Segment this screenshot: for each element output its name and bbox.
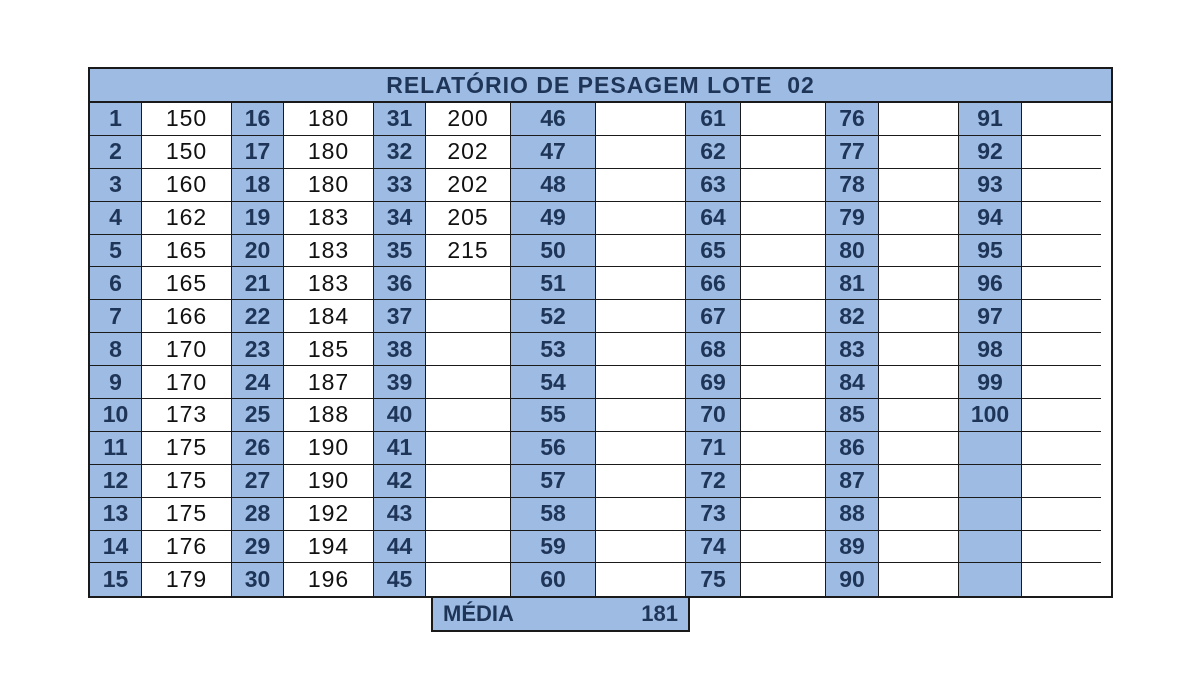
weight-value-cell (879, 136, 959, 169)
weight-value-cell (1022, 300, 1101, 333)
item-number-cell (959, 531, 1022, 564)
item-number-cell: 16 (232, 103, 284, 136)
item-number-cell (959, 563, 1022, 596)
weight-value-cell (741, 432, 826, 465)
item-number-cell (959, 498, 1022, 531)
item-number-cell: 32 (374, 136, 426, 169)
weight-value-cell (596, 235, 686, 268)
item-number-cell: 12 (90, 465, 142, 498)
item-number-cell: 47 (511, 136, 596, 169)
item-number-cell: 24 (232, 366, 284, 399)
weight-value-cell: 179 (142, 563, 232, 596)
weight-value-cell (426, 563, 511, 596)
item-number-cell: 76 (826, 103, 879, 136)
item-number-cell: 85 (826, 399, 879, 432)
weight-value-cell (596, 333, 686, 366)
item-number-cell: 57 (511, 465, 596, 498)
item-number-cell: 10 (90, 399, 142, 432)
weight-value-cell (1022, 563, 1101, 596)
item-number-cell: 96 (959, 267, 1022, 300)
weight-value-cell (741, 136, 826, 169)
item-number-cell: 66 (686, 267, 741, 300)
item-number-cell: 38 (374, 333, 426, 366)
item-number-cell: 45 (374, 563, 426, 596)
item-number-cell: 75 (686, 563, 741, 596)
average-label: MÉDIA (443, 601, 514, 626)
weight-value-cell (879, 465, 959, 498)
item-number-cell: 90 (826, 563, 879, 596)
weight-value-cell: 165 (142, 235, 232, 268)
weight-value-cell (1022, 103, 1101, 136)
item-number-cell: 41 (374, 432, 426, 465)
weight-value-cell: 176 (142, 531, 232, 564)
item-number-cell: 77 (826, 136, 879, 169)
weight-value-cell: 175 (142, 498, 232, 531)
item-number-cell: 54 (511, 366, 596, 399)
weight-value-cell (1022, 202, 1101, 235)
weight-value-cell (879, 169, 959, 202)
item-number-cell: 61 (686, 103, 741, 136)
weight-value-cell (426, 366, 511, 399)
weight-value-cell (1022, 333, 1101, 366)
item-number-cell: 9 (90, 366, 142, 399)
item-number-cell: 1 (90, 103, 142, 136)
item-number-cell: 28 (232, 498, 284, 531)
weight-value-cell (879, 103, 959, 136)
weight-value-cell: 175 (142, 465, 232, 498)
weight-value-cell: 150 (142, 136, 232, 169)
item-number-cell: 25 (232, 399, 284, 432)
item-number-cell: 7 (90, 300, 142, 333)
weight-value-cell: 184 (284, 300, 374, 333)
weight-value-cell (879, 432, 959, 465)
item-number-cell: 46 (511, 103, 596, 136)
item-number-cell: 98 (959, 333, 1022, 366)
weight-value-cell (596, 498, 686, 531)
weight-value-cell (1022, 432, 1101, 465)
weight-value-cell: 183 (284, 235, 374, 268)
weight-value-cell (879, 202, 959, 235)
item-number-cell: 68 (686, 333, 741, 366)
weight-value-cell: 180 (284, 103, 374, 136)
weight-value-cell: 196 (284, 563, 374, 596)
weight-value-cell (741, 498, 826, 531)
weight-value-cell (741, 169, 826, 202)
item-number-cell: 49 (511, 202, 596, 235)
item-number-cell: 91 (959, 103, 1022, 136)
weight-value-cell (879, 235, 959, 268)
item-number-cell: 55 (511, 399, 596, 432)
item-number-cell: 93 (959, 169, 1022, 202)
weight-value-cell (596, 267, 686, 300)
item-number-cell: 87 (826, 465, 879, 498)
weight-value-cell (596, 300, 686, 333)
weight-value-cell: 183 (284, 202, 374, 235)
item-number-cell: 78 (826, 169, 879, 202)
weight-value-cell: 183 (284, 267, 374, 300)
weight-value-cell (426, 531, 511, 564)
weight-value-cell: 187 (284, 366, 374, 399)
item-number-cell: 21 (232, 267, 284, 300)
item-number-cell: 53 (511, 333, 596, 366)
weight-value-cell (879, 399, 959, 432)
weight-value-cell (879, 366, 959, 399)
item-number-cell: 94 (959, 202, 1022, 235)
weight-value-cell: 215 (426, 235, 511, 268)
weight-value-cell (596, 136, 686, 169)
weight-value-cell (1022, 366, 1101, 399)
item-number-cell: 56 (511, 432, 596, 465)
item-number-cell: 20 (232, 235, 284, 268)
item-number-cell: 67 (686, 300, 741, 333)
weight-value-cell (596, 432, 686, 465)
weight-value-cell: 180 (284, 136, 374, 169)
weight-value-cell (741, 235, 826, 268)
item-number-cell (959, 432, 1022, 465)
weight-value-cell (596, 103, 686, 136)
weight-value-cell (741, 202, 826, 235)
weight-value-cell: 188 (284, 399, 374, 432)
weight-value-cell: 200 (426, 103, 511, 136)
item-number-cell: 79 (826, 202, 879, 235)
item-number-cell: 40 (374, 399, 426, 432)
item-number-cell: 88 (826, 498, 879, 531)
weight-value-cell (1022, 399, 1101, 432)
weight-value-cell: 162 (142, 202, 232, 235)
item-number-cell: 82 (826, 300, 879, 333)
weight-value-cell: 150 (142, 103, 232, 136)
weight-value-cell (879, 498, 959, 531)
weight-value-cell (426, 498, 511, 531)
item-number-cell: 35 (374, 235, 426, 268)
item-number-cell: 14 (90, 531, 142, 564)
item-number-cell: 8 (90, 333, 142, 366)
item-number-cell: 37 (374, 300, 426, 333)
weight-value-cell (596, 531, 686, 564)
weight-value-cell (426, 300, 511, 333)
item-number-cell: 59 (511, 531, 596, 564)
item-number-cell: 51 (511, 267, 596, 300)
item-number-cell: 6 (90, 267, 142, 300)
report-grid (90, 103, 1111, 596)
weight-value-cell (596, 563, 686, 596)
weight-value-cell (596, 366, 686, 399)
weight-value-cell (741, 366, 826, 399)
item-number-cell: 89 (826, 531, 879, 564)
item-number-cell: 18 (232, 169, 284, 202)
item-number-cell: 80 (826, 235, 879, 268)
item-number-cell: 73 (686, 498, 741, 531)
weight-value-cell: 190 (284, 432, 374, 465)
item-number-cell: 2 (90, 136, 142, 169)
weight-value-cell (426, 432, 511, 465)
weight-value-cell (741, 300, 826, 333)
item-number-cell: 52 (511, 300, 596, 333)
weight-value-cell (596, 169, 686, 202)
weight-value-cell (879, 563, 959, 596)
average-box (431, 596, 690, 632)
item-number-cell: 69 (686, 366, 741, 399)
weight-value-cell: 175 (142, 432, 232, 465)
item-number-cell: 4 (90, 202, 142, 235)
weight-value-cell (741, 531, 826, 564)
weight-value-cell: 180 (284, 169, 374, 202)
weight-value-cell (741, 333, 826, 366)
weighing-report-table (88, 67, 1113, 598)
item-number-cell: 42 (374, 465, 426, 498)
item-number-cell: 71 (686, 432, 741, 465)
item-number-cell: 11 (90, 432, 142, 465)
item-number-cell: 48 (511, 169, 596, 202)
weight-value-cell (879, 333, 959, 366)
weight-value-cell: 194 (284, 531, 374, 564)
item-number-cell: 74 (686, 531, 741, 564)
weight-value-cell: 190 (284, 465, 374, 498)
weight-value-cell (426, 465, 511, 498)
item-number-cell: 13 (90, 498, 142, 531)
item-number-cell: 50 (511, 235, 596, 268)
item-number-cell: 5 (90, 235, 142, 268)
weight-value-cell: 173 (142, 399, 232, 432)
weight-value-cell: 192 (284, 498, 374, 531)
item-number-cell: 70 (686, 399, 741, 432)
item-number-cell: 97 (959, 300, 1022, 333)
report-title: RELATÓRIO DE PESAGEM LOTE 02 (90, 69, 1111, 103)
weight-value-cell: 166 (142, 300, 232, 333)
item-number-cell: 33 (374, 169, 426, 202)
item-number-cell: 99 (959, 366, 1022, 399)
item-number-cell: 65 (686, 235, 741, 268)
weight-value-cell: 205 (426, 202, 511, 235)
weight-value-cell (1022, 136, 1101, 169)
item-number-cell: 84 (826, 366, 879, 399)
item-number-cell: 23 (232, 333, 284, 366)
weight-value-cell (741, 563, 826, 596)
item-number-cell (959, 465, 1022, 498)
item-number-cell: 100 (959, 399, 1022, 432)
item-number-cell: 86 (826, 432, 879, 465)
item-number-cell: 30 (232, 563, 284, 596)
item-number-cell: 60 (511, 563, 596, 596)
item-number-cell: 92 (959, 136, 1022, 169)
weight-value-cell (1022, 498, 1101, 531)
item-number-cell: 29 (232, 531, 284, 564)
weight-value-cell (741, 103, 826, 136)
weight-value-cell (1022, 169, 1101, 202)
item-number-cell: 72 (686, 465, 741, 498)
item-number-cell: 22 (232, 300, 284, 333)
weight-value-cell: 160 (142, 169, 232, 202)
item-number-cell: 26 (232, 432, 284, 465)
item-number-cell: 27 (232, 465, 284, 498)
item-number-cell: 3 (90, 169, 142, 202)
weight-value-cell (741, 465, 826, 498)
weight-value-cell (879, 267, 959, 300)
item-number-cell: 34 (374, 202, 426, 235)
item-number-cell: 63 (686, 169, 741, 202)
item-number-cell: 81 (826, 267, 879, 300)
item-number-cell: 58 (511, 498, 596, 531)
item-number-cell: 31 (374, 103, 426, 136)
weight-value-cell (1022, 531, 1101, 564)
average-value: 181 (641, 601, 678, 626)
item-number-cell: 64 (686, 202, 741, 235)
weight-value-cell: 202 (426, 136, 511, 169)
weight-value-cell (879, 531, 959, 564)
weight-value-cell (426, 333, 511, 366)
item-number-cell: 95 (959, 235, 1022, 268)
weight-value-cell (1022, 235, 1101, 268)
weight-value-cell (426, 399, 511, 432)
weight-value-cell (741, 267, 826, 300)
item-number-cell: 44 (374, 531, 426, 564)
weight-value-cell: 170 (142, 333, 232, 366)
item-number-cell: 39 (374, 366, 426, 399)
item-number-cell: 36 (374, 267, 426, 300)
weight-value-cell: 165 (142, 267, 232, 300)
weight-value-cell: 185 (284, 333, 374, 366)
weight-value-cell (1022, 267, 1101, 300)
item-number-cell: 19 (232, 202, 284, 235)
item-number-cell: 83 (826, 333, 879, 366)
weight-value-cell (596, 399, 686, 432)
weight-value-cell: 170 (142, 366, 232, 399)
weight-value-cell (1022, 465, 1101, 498)
item-number-cell: 17 (232, 136, 284, 169)
item-number-cell: 43 (374, 498, 426, 531)
weight-value-cell (596, 465, 686, 498)
weight-value-cell (879, 300, 959, 333)
weight-value-cell (426, 267, 511, 300)
weight-value-cell: 202 (426, 169, 511, 202)
item-number-cell: 62 (686, 136, 741, 169)
weight-value-cell (596, 202, 686, 235)
item-number-cell: 15 (90, 563, 142, 596)
weight-value-cell (741, 399, 826, 432)
